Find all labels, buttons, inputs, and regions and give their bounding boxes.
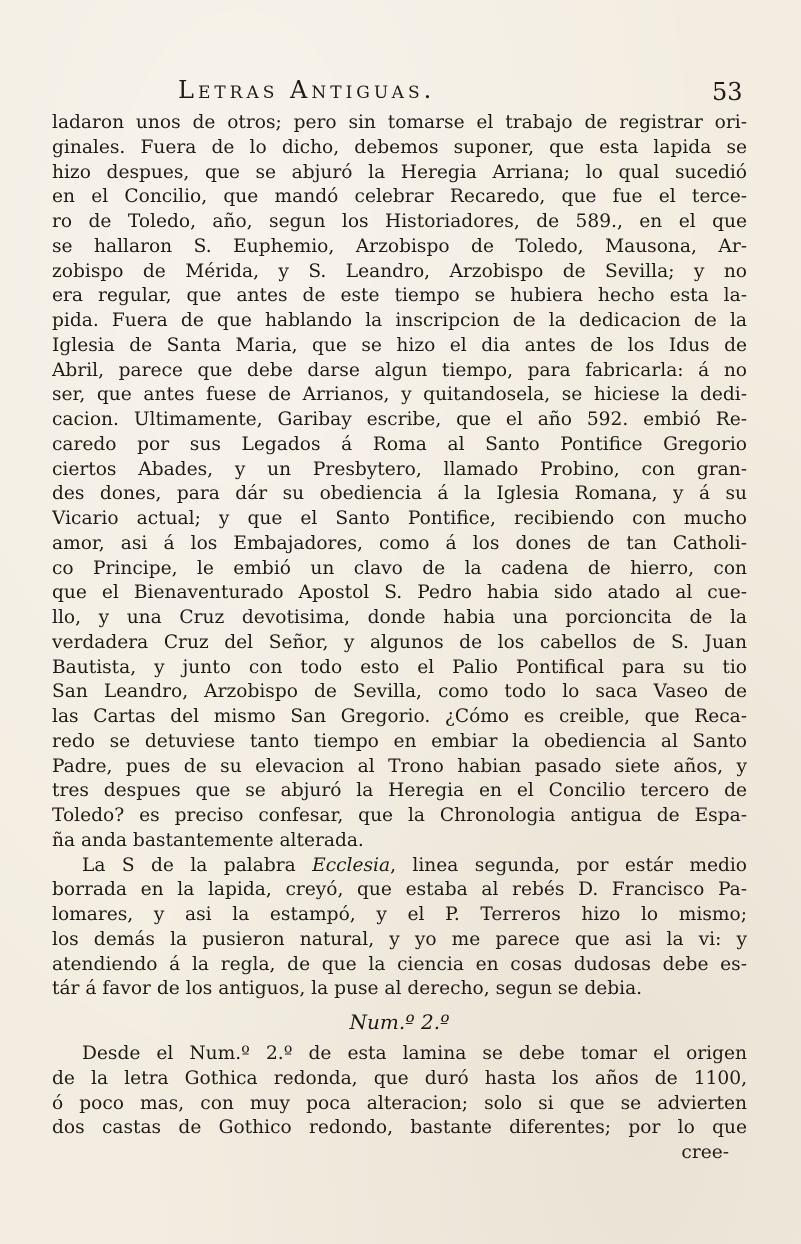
text-line: Abril, parece que debe darse algun tiempo, para fabricarla: á no <box>52 359 747 381</box>
body-text <box>52 111 747 1166</box>
text-line: en el Concilio, que mandó celebrar Recaredo, que fue el terce- <box>52 186 747 208</box>
text-line: de la letra Gothica redonda, que duró hasta los años de 1100, <box>52 1067 747 1089</box>
text-line: atendiendo á la regla, de que la ciencia en cosas dudosas debe es- <box>52 953 747 975</box>
text-line: San Leandro, Arzobispo de Sevilla, como todo lo saca Vaseo de <box>52 681 747 703</box>
text-line: verdadera Cruz del Señor, y algunos de los cabellos de S. Juan <box>52 631 747 653</box>
text-line: zobispo de Mérida, y S. Leandro, Arzobispo de Sevilla; y no <box>52 260 747 282</box>
text-line: Toledo? es preciso confesar, que la Chronologia antigua de Espa- <box>52 805 747 826</box>
text-line: las Cartas del mismo San Gregorio. ¿Cómo es creible, que Reca- <box>52 706 747 727</box>
text-line: Iglesia de Santa Maria, que se hizo el dia antes de los Idus de <box>52 334 747 356</box>
text-line: Bautista, y junto con todo esto el Palio Pontifical para su tio <box>52 656 747 678</box>
text-line: Vicario actual; y que el Santo Pontifice, recibiendo con mucho <box>52 508 747 529</box>
text-line: los demás la pusieron natural, y yo me parece que asi la vi: y <box>52 928 747 950</box>
text-line: redo se detuviese tanto tiempo en embiar la obediencia al Santo <box>52 730 747 752</box>
text-line: hizo despues, que se abjuró la Heregia Arriana; lo qual sucedió <box>52 161 747 183</box>
text-line: lomares, y asi la estampó, y el P. Terreros hizo lo mismo; <box>52 904 747 925</box>
text-line: dos castas de Gothico redondo, bastante diferentes; por lo que <box>52 1117 747 1139</box>
text-line: La S de la palabra Ecclesia, linea segunda, por estár medio <box>82 854 747 876</box>
running-title: Letras Antiguas. <box>178 76 436 104</box>
text-line: Padre, pues de su elevacion al Trono habian pasado siete años, y <box>52 755 747 777</box>
text-line: era regular, que antes de este tiempo se hubiera hecho esta la- <box>52 285 747 307</box>
text-line: llo, y una Cruz devotisima, donde habia una porcioncita de la <box>52 607 747 628</box>
text-line: cacion. Ultimamente, Garibay escribe, que el año 592. embió Re- <box>52 409 747 430</box>
page-number: 53 <box>712 78 743 106</box>
text-line: borrada en la lapida, creyó, que estaba al rebés D. Francisco Pa- <box>52 879 747 901</box>
text-line: ginales. Fuera de lo dicho, debemos suponer, que esta lapida se <box>52 136 747 158</box>
section-heading: Num.º 2.º <box>349 1010 450 1034</box>
text-line: caredo por sus Legados á Roma al Santo Pontifice Gregorio <box>52 433 747 455</box>
text-line: ña anda bastantemente alterada. <box>52 829 364 851</box>
text-line: des dones, para dár su obediencia á la Iglesia Romana, y á su <box>52 483 747 505</box>
text-line: que el Bienaventurado Apostol S. Pedro habia sido atado al cue- <box>52 582 747 604</box>
text-line: se hallaron S. Euphemio, Arzobispo de Toledo, Mausona, Ar- <box>52 235 747 257</box>
text-line: ser, que antes fuese de Arrianos, y quitandosela, se hiciese la dedi- <box>52 384 747 406</box>
text-line: ó poco mas, con muy poca alteracion; solo si que se advierten <box>52 1092 747 1114</box>
text-line: pida. Fuera de que hablando la inscripcion de la dedicacion de la <box>52 310 747 331</box>
text-line: ladaron unos de otros; pero sin tomarse el trabajo de registrar ori- <box>52 112 747 133</box>
running-head <box>0 76 801 110</box>
text-line: co Principe, le embió un clavo de la cadena de hierro, con <box>52 557 747 579</box>
text-line: tres despues que se abjuró la Heregia en el Concilio tercero de <box>52 780 747 802</box>
text-line: Desde el Num.º 2.º de esta lamina se debe tomar el origen <box>82 1043 747 1064</box>
text-line: tár á favor de los antiguos, la puse al derecho, segun se debia. <box>52 978 643 1000</box>
italic-word: Ecclesia <box>312 854 391 876</box>
text-line: ro de Toledo, año, segun los Historiadores, de 589., en el que <box>52 211 747 232</box>
text-line: ciertos Abades, y un Presbytero, llamado Probino, con gran- <box>52 458 747 480</box>
catchword: cree- <box>681 1142 729 1163</box>
text-line: amor, asi á los Embajadores, como á los dones de tan Catholi- <box>52 532 747 554</box>
